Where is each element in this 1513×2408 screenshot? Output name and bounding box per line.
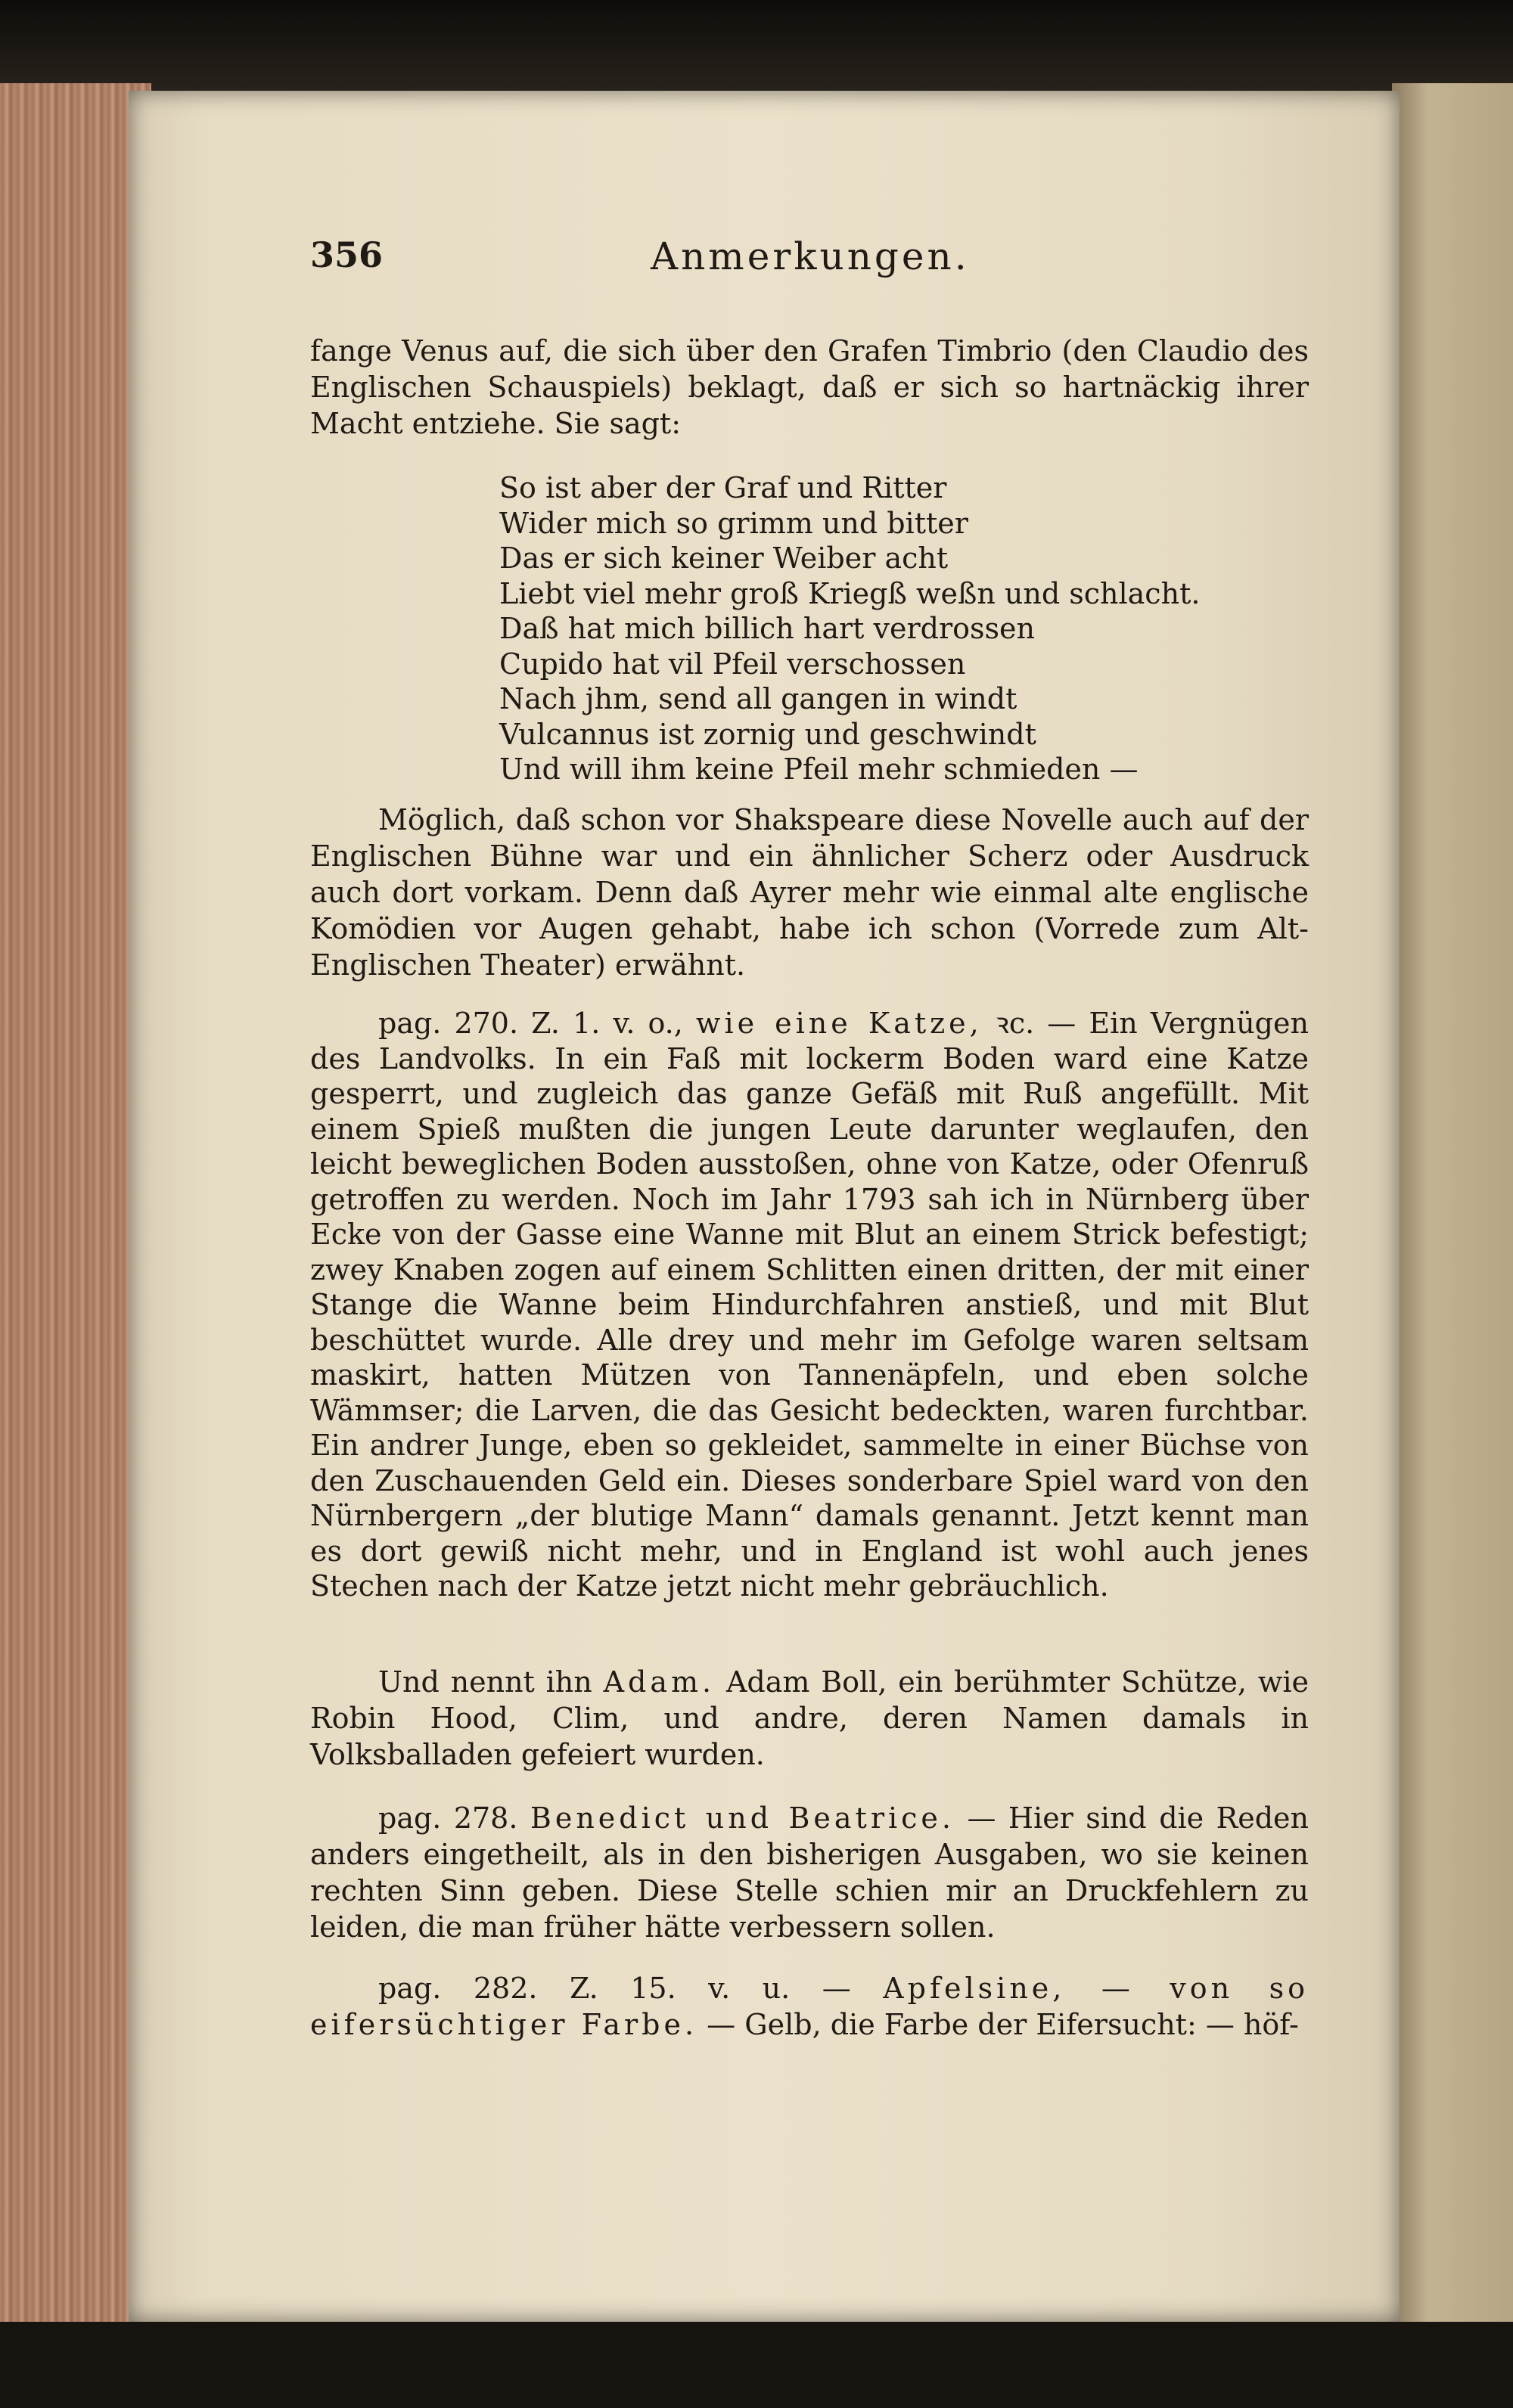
running-title: Anmerkungen. bbox=[651, 234, 970, 278]
top-shadow bbox=[0, 0, 1513, 98]
note-278-lemma: Benedict und Beatrice. bbox=[530, 1801, 955, 1835]
note-282-text: — Gelb, die Farbe der Eifersucht: — höf- bbox=[707, 2008, 1299, 2041]
note-282-ref: pag. 282. Z. 15. v. u. — bbox=[378, 1972, 851, 2005]
note-270 bbox=[310, 1006, 1309, 1604]
note-adam-text: Adam Boll, ein berühmter Schütze, wie Robin Hood, Clim, und andre, deren Namen damals in Volksballaden gefeiert wurden. bbox=[310, 1665, 1309, 1771]
note-282 bbox=[310, 1970, 1309, 2043]
bottom-shadow bbox=[0, 2322, 1513, 2408]
verse-line: Liebt viel mehr groß Kriegß weßn und schlacht. bbox=[499, 576, 1201, 610]
page-number: 356 bbox=[310, 234, 384, 275]
facing-page-edge bbox=[1392, 83, 1513, 2352]
verse-line: Daß hat mich billich hart verdrossen bbox=[499, 612, 1035, 645]
verse-line: Das er sich keiner Weiber acht bbox=[499, 541, 949, 575]
verse-line: Vulcannus ist zornig und geschwindt bbox=[499, 717, 1036, 751]
note-278-ref: pag. 278. bbox=[378, 1801, 518, 1835]
verse-block bbox=[499, 470, 1201, 787]
note-adam-lead: Und nennt ihn bbox=[378, 1665, 592, 1699]
note-270-ref: pag. 270. Z. 1. v. o., bbox=[378, 1007, 683, 1040]
verse-line: Nach jhm, send all gangen in windt bbox=[499, 682, 1017, 715]
note-278 bbox=[310, 1800, 1309, 1945]
note-270-lemma: wie eine Katze, bbox=[695, 1007, 983, 1040]
paragraph-shakespeare: Möglich, daß schon vor Shakspeare diese Novelle auch auf der Englischen Bühne war und ein ähnlicher Scherz oder Ausdruck auch dort vorkam. Denn daß Ayrer mehr wie einmal alte englische Komödien vor Augen gehabt, habe ich schon (Vorrede zum Alt-Englischen Theater) erwähnt. bbox=[310, 803, 1309, 982]
intro-paragraph: fange Venus auf, die sich über den Grafen Timbrio (den Claudio des Englischen Schauspiels) beklagt, daß er sich so hartnäckig ihrer Macht entziehe. Sie sagt: bbox=[310, 334, 1309, 440]
note-282-lemma: Apfelsine, — von so eifersüchtiger Farbe. bbox=[310, 1972, 1309, 2041]
note-270-text: ꝛc. — Ein Vergnügen des Landvolks. In ein Faß mit lockerm Boden ward eine Katze gesperrt, und zugleich das ganze Gefäß mit Ruß angefüllt. Mit einem Spieß mußten die jungen Leute darunter weglaufen, den leicht beweglichen Boden ausstoßen, ohne von Katze, oder Ofenruß getroffen zu werden. Noch im Jahr 1793 sah ich in Nürnberg über Ecke von der Gasse eine Wanne mit Blut an einem Strick befestigt; zwey Knaben zogen auf einem Schlitten einen dritten, der mit einer Stange die Wanne beim Hindurchfahren anstieß, und mit Blut beschüttet wurde. Alle drey und mehr im Gefolge waren seltsam maskirt, hatten Mützen von Tannenäpfeln, und eben solche Wämmser; die Larven, die das Gesicht bedeckten, waren furchtbar. Ein andrer Junge, eben so gekleidet, sammelte in einer Büchse von den Zuschauenden Geld ein. Dieses sonderbare Spiel ward von den Nürnbergern „der blutige Mann“ damals genannt. Jetzt kennt man es dort gewiß nicht mehr, und in England ist wohl auch jenes Stechen nach der Katze jetzt nicht mehr gebräuchlich. bbox=[310, 1007, 1309, 1603]
note-adam-lemma: Adam. bbox=[603, 1665, 716, 1699]
verse-line: Und will ihm keine Pfeil mehr schmieden — bbox=[499, 752, 1139, 786]
note-278-text: — Hier sind die Reden anders eingetheilt, als in den bisherigen Ausgaben, wo sie keinen rechten Sinn geben. Diese Stelle schien mir an Druckfehlern zu leiden, die man früher hätte verbessern sollen. bbox=[310, 1801, 1309, 1944]
page-header bbox=[310, 234, 1309, 287]
note-adam bbox=[310, 1664, 1309, 1773]
verse-line: Wider mich so grimm und bitter bbox=[499, 506, 968, 540]
verse-line: So ist aber der Graf und Ritter bbox=[499, 471, 947, 504]
verse-line: Cupido hat vil Pfeil verschossen bbox=[499, 647, 966, 681]
